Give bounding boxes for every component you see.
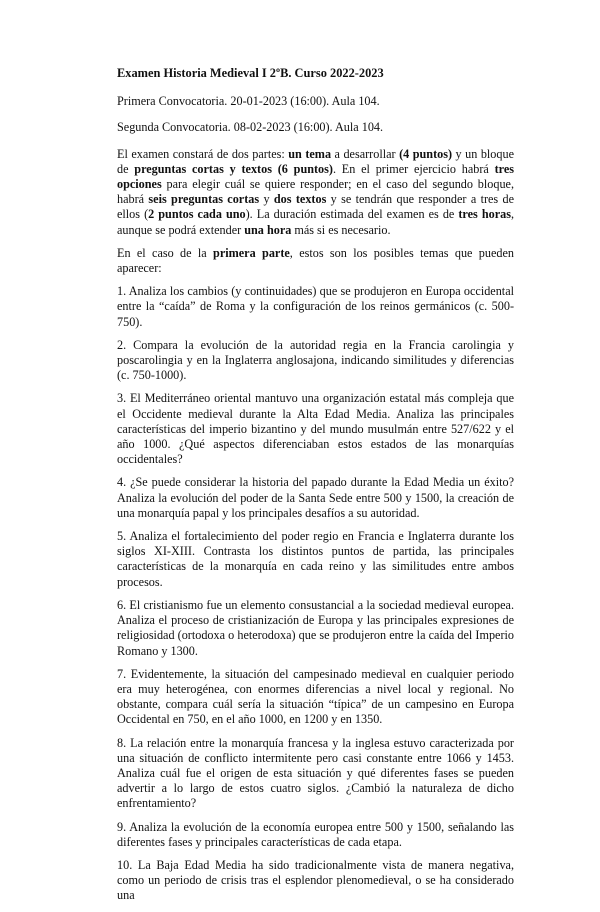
question-3: 3. El Mediterráneo oriental mantuvo una organización estatal más compleja que el Occidente medieval durante la Alta Edad Media. Analiza las principales características del imperio bizantino y del mundo musulmán entre 527/622 y el año 1000. ¿Qué aspectos diferenciaban estos estados de las monarquías occidentales? <box>117 391 514 467</box>
document-body <box>117 66 514 912</box>
question-5: 5. Analiza el fortalecimiento del poder regio en Francia e Inglaterra durante los siglos XI-XIII. Contrasta los distintos puntos de partida, las principales características de la monarquía en cada reino y las similitudes entre ambos procesos. <box>117 529 514 589</box>
question-7: 7. Evidentemente, la situación del campesinado medieval en cualquier periodo era muy heterogénea, con enormes diferencias a nivel local y regional. No obstante, compara cuál sería la situación “típica” de un campesino en Europa Occidental en 750, en el año 1000, en 1200 y en 1350. <box>117 666 514 727</box>
question-1: 1. Analiza los cambios (y continuidades) que se produjeron en Europa occidental entre la “caída” de Roma y la configuración de los reinos germánicos (c. 500-750). <box>117 284 514 329</box>
question-4: 4. ¿Se puede considerar la historia del papado durante la Edad Media un éxito? Analiza la evolución del poder de la Santa Sede entre 500 y 1500, la creación de una monarquía papal y los principales desafíos a su autoridad. <box>117 475 514 520</box>
question-10: 10. La Baja Edad Media ha sido tradicionalmente vista de manera negativa, como un periodo de crisis tras el esplendor plenomedieval, o se ha considerado una <box>117 857 514 903</box>
question-2: 2. Compara la evolución de la autoridad regia en la Francia carolingia y poscarolingia y en la Inglaterra anglosajona, indicando similitudes y diferencias (c. 750-1000). <box>117 337 514 383</box>
question-8: 8. La relación entre la monarquía francesa y la inglesa estuvo caracterizada por una situación de conflicto intermitente pero casi constante entre 1066 y 1453. Analiza cuál fue el origen de esta situación y qué diferentes fases se pueden advertir a lo largo de estos cuatro siglos. ¿Cambió la naturaleza de dicho enfrentamiento? <box>117 735 514 811</box>
convocatoria-1: Primera Convocatoria. 20-01-2023 (16:00). Aula 104. <box>117 94 380 109</box>
intro-paragraph: El examen constará de dos partes: un tema a desarrollar (4 puntos) y un bloque de preguntas cortas y textos (6 puntos). En el primer ejercicio habrá tres opciones para elegir cuál se quiere responder; en el caso del segundo bloque, habrá seis preguntas cortas y dos textos y se tendrán que responder a tres de ellos (2 puntos cada uno). La duración estimada del examen es de tres horas, aunque se podrá extender una hora más si es necesario. <box>117 146 515 237</box>
question-9: 9. Analiza la evolución de la economía europea entre 500 y 1500, señalando las diferentes fases y principales características de cada etapa. <box>117 819 514 849</box>
part-intro-paragraph: En el caso de la primera parte, estos son los posibles temas que pueden aparecer: <box>117 245 514 276</box>
convocatoria-2: Segunda Convocatoria. 08-02-2023 (16:00). Aula 104. <box>117 120 384 135</box>
question-6: 6. El cristianismo fue un elemento consustancial a la sociedad medieval europea. Analiza el proceso de cristianización de Europa y las principales expresiones de religiosidad (ortodoxa o heterodoxa) que se produjeron entre la caída del Imperio Romano y 1300. <box>117 597 514 658</box>
page-title: Examen Historia Medieval I 2ºB. Curso 2022-2023 <box>117 66 384 80</box>
